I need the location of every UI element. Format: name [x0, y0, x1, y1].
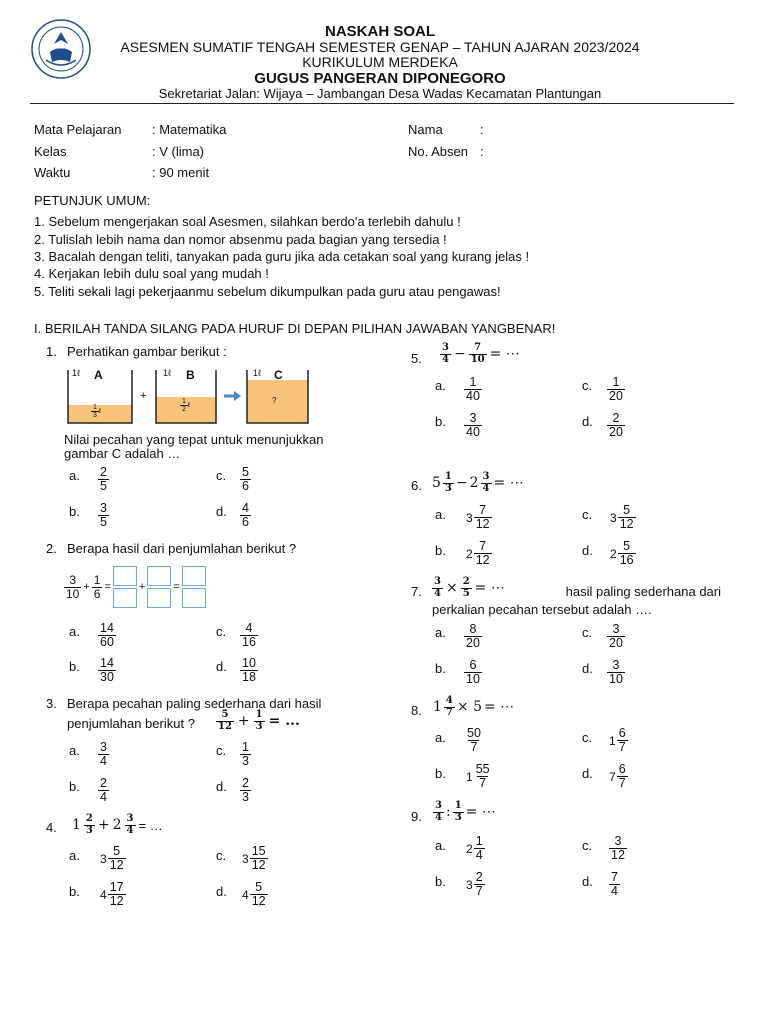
q9-option-c-label[interactable]: c.	[582, 838, 593, 853]
q1-body-line1: Nilai pecahan yang tepat untuk menunjukkan	[64, 432, 324, 447]
q1-option-c[interactable]: $\frac{5}{6}$	[242, 465, 249, 494]
q2-option-d-label[interactable]: d.	[216, 659, 227, 674]
q9-option-a-label[interactable]: a.	[435, 838, 446, 853]
q2-option-c[interactable]: $\frac{4}{16}$	[242, 621, 256, 650]
q1-fill-b: $\frac{1}{2}$ ℓ	[182, 398, 191, 414]
q7-text-line2: perkalian pecahan tersebut adalah ….	[432, 602, 652, 617]
q6-option-d[interactable]: 2 $\frac{5}{16}$	[610, 539, 634, 568]
q7-option-b-label[interactable]: b.	[435, 661, 446, 676]
section-heading: I. BERILAH TANDA SILANG PADA HURUF DI DEPAN PILIHAN JAWABAN YANGBENAR!	[34, 321, 556, 336]
q3-option-c-label[interactable]: c.	[216, 743, 227, 758]
q3-option-a-label[interactable]: a.	[69, 743, 80, 758]
q1-liter-b: 1ℓ	[163, 368, 171, 378]
doc-subtitle: ASESMEN SUMATIF TENGAH SEMESTER GENAP – TAHUN AJARAN 2023/2024	[120, 39, 640, 55]
time-label: Waktu	[34, 165, 71, 180]
q4-option-c-label[interactable]: c.	[216, 848, 227, 863]
q2-option-d[interactable]: $\frac{10}{18}$	[242, 656, 256, 685]
doc-title: NASKAH SOAL	[324, 23, 435, 40]
q1-container-c: C	[274, 368, 283, 382]
q8-option-d[interactable]: 7 $\frac{6}{7}$	[609, 762, 626, 791]
q1-liter-c: 1ℓ	[253, 368, 261, 378]
q2-number: 2.	[46, 541, 57, 556]
subject-value: : Matematika	[152, 122, 227, 137]
q3-expression: $\frac{5}{12}$ + $\frac{1}{3}$ = ...	[218, 709, 300, 732]
q3-number: 3.	[46, 696, 57, 711]
q2-text: Berapa hasil dari penjumlahan berikut ?	[67, 541, 297, 556]
q2-option-a-label[interactable]: a.	[69, 624, 80, 639]
q5-option-b[interactable]: $\frac{3}{40}$	[466, 411, 480, 440]
q3-option-b[interactable]: $\frac{2}{4}$	[100, 776, 107, 805]
q9-expression: $\frac{3}{4}$ : $\frac{1}{3}$ = ⋯	[435, 800, 496, 823]
absen-label: No. Absen	[408, 144, 468, 159]
name-label: Nama	[408, 122, 443, 137]
q1-text: Perhatikan gambar berikut :	[67, 344, 227, 359]
q5-number: 5.	[411, 351, 422, 366]
q9-option-c[interactable]: $\frac{3}{12}$	[611, 834, 625, 863]
q5-option-d-label[interactable]: d.	[582, 414, 593, 429]
q1-option-a-label[interactable]: a.	[69, 468, 80, 483]
q6-option-c-label[interactable]: c.	[582, 507, 593, 522]
q4-option-c[interactable]: 3 $\frac{15}{12}$	[242, 844, 266, 873]
q3-text-line2: penjumlahan berikut ?	[67, 716, 195, 731]
q1-option-b[interactable]: $\frac{3}{5}$	[100, 501, 107, 530]
class-label: Kelas	[34, 144, 67, 159]
q5-option-c-label[interactable]: c.	[582, 378, 593, 393]
q4-option-a[interactable]: 3 $\frac{5}{12}$	[100, 844, 124, 873]
q4-expression: 1 $\frac{2}{3}$ + 2 $\frac{3}{4}$ = …	[72, 813, 163, 836]
q7-option-c-label[interactable]: c.	[582, 625, 593, 640]
q6-option-d-label[interactable]: d.	[582, 543, 593, 558]
q1-fill-a: $\frac{1}{3}$ ℓ	[93, 404, 102, 420]
q7-text-line1: hasil paling sederhana dari	[565, 584, 721, 599]
q4-option-a-label[interactable]: a.	[69, 848, 80, 863]
q5-option-b-label[interactable]: b.	[435, 414, 446, 429]
q1-question-mark: ?	[272, 396, 277, 405]
secretariat-address: Sekretariat Jalan: Wijaya – Jambangan Desa Wadas Kecamatan Plantungan	[158, 86, 602, 101]
q5-option-a-label[interactable]: a.	[435, 378, 446, 393]
q9-option-d[interactable]: $\frac{7}{4}$	[611, 870, 618, 899]
q7-option-a-label[interactable]: a.	[435, 625, 446, 640]
q8-number: 8.	[411, 703, 422, 718]
q9-number: 9.	[411, 809, 422, 824]
q8-option-c[interactable]: 1 $\frac{6}{7}$	[609, 726, 626, 755]
q4-option-b-label[interactable]: b.	[69, 884, 80, 899]
q7-expression: $\frac{3}{4}$ × $\frac{2}{5}$ = ⋯	[434, 576, 505, 599]
q7-option-d[interactable]: $\frac{3}{10}$	[609, 658, 623, 687]
q8-option-c-label[interactable]: c.	[582, 730, 593, 745]
q2-expression: $\frac{3}{10}$ + $\frac{1}{6}$ = + =	[64, 566, 206, 608]
q8-expression: 1 $\frac{4}{7}$ × 5 = ⋯	[433, 695, 515, 718]
q9-option-d-label[interactable]: d.	[582, 874, 593, 889]
q3-option-d[interactable]: $\frac{2}{3}$	[242, 776, 249, 805]
q2-option-b-label[interactable]: b.	[69, 659, 80, 674]
subject-label: Mata Pelajaran	[34, 122, 122, 137]
q5-option-d[interactable]: $\frac{2}{20}$	[609, 411, 623, 440]
q6-expression: 5 $\frac{1}{3}$ − 2 $\frac{3}{4}$ = ⋯	[432, 471, 524, 494]
q6-option-c[interactable]: 3 $\frac{5}{12}$	[610, 503, 634, 532]
q1-option-b-label[interactable]: b.	[69, 504, 80, 519]
q1-number: 1.	[46, 344, 57, 359]
q2-option-b[interactable]: $\frac{14}{30}$	[100, 656, 114, 685]
q4-option-b[interactable]: 4 $\frac{17}{12}$	[100, 880, 124, 909]
q1-container-b: B	[186, 368, 195, 382]
q1-option-d-label[interactable]: d.	[216, 504, 227, 519]
q4-number: 4.	[46, 820, 57, 835]
q7-option-d-label[interactable]: d.	[582, 661, 593, 676]
instruction-item: 5. Teliti sekali lagi pekerjaanmu sebelum dikumpulkan pada guru atau pengawas!	[34, 284, 501, 299]
q1-plus: +	[140, 390, 147, 402]
q6-option-b[interactable]: 2 $\frac{7}{12}$	[466, 539, 490, 568]
q9-option-b-label[interactable]: b.	[435, 874, 446, 889]
curriculum: KURIKULUM MERDEKA	[302, 54, 458, 70]
q3-option-c[interactable]: $\frac{1}{3}$	[242, 740, 249, 769]
q1-container-a: A	[94, 368, 103, 382]
q1-option-a[interactable]: $\frac{2}{5}$	[100, 465, 107, 494]
q9-option-a[interactable]: 2 $\frac{1}{4}$	[466, 834, 483, 863]
class-value: : V (lima)	[152, 144, 204, 159]
q1-option-c-label[interactable]: c.	[216, 468, 227, 483]
q2-option-a[interactable]: $\frac{14}{60}$	[100, 621, 114, 650]
q3-option-d-label[interactable]: d.	[216, 779, 227, 794]
q6-number: 6.	[411, 478, 422, 493]
instruction-item: 4. Kerjakan lebih dulu soal yang mudah !	[34, 266, 269, 281]
name-value: :	[480, 122, 484, 137]
q7-option-b[interactable]: $\frac{6}{10}$	[466, 658, 480, 687]
q4-option-d-label[interactable]: d.	[216, 884, 227, 899]
instructions-title: PETUNJUK UMUM:	[34, 193, 151, 208]
q4-option-d[interactable]: 4 $\frac{5}{12}$	[242, 880, 266, 909]
q3-option-a[interactable]: $\frac{3}{4}$	[100, 740, 107, 769]
q6-option-a-label[interactable]: a.	[435, 507, 446, 522]
school-logo-icon	[30, 18, 92, 80]
q7-option-a[interactable]: $\frac{8}{20}$	[466, 622, 480, 651]
q7-number: 7.	[411, 584, 422, 599]
q2-option-c-label[interactable]: c.	[216, 624, 227, 639]
absen-value: :	[480, 144, 484, 159]
q8-option-b[interactable]: 1 $\frac{55}{7}$	[466, 762, 490, 791]
q5-option-c[interactable]: $\frac{1}{20}$	[609, 375, 623, 404]
q1-body-line2: gambar C adalah …	[64, 446, 181, 461]
q1-option-d[interactable]: $\frac{4}{6}$	[242, 501, 249, 530]
q6-option-a[interactable]: 3 $\frac{7}{12}$	[466, 503, 490, 532]
q9-option-b[interactable]: 3 $\frac{2}{7}$	[466, 870, 483, 899]
instruction-item: 1. Sebelum mengerjakan soal Asesmen, silahkan berdo'a terlebih dahulu !	[34, 214, 461, 229]
instruction-item: 3. Bacalah dengan teliti, tanyakan pada guru jika ada cetakan soal yang kurang jelas !	[34, 249, 530, 264]
q8-option-a[interactable]: $\frac{50}{7}$	[467, 726, 481, 755]
q3-text-line1: Berapa pecahan paling sederhana dari hasil	[67, 696, 322, 711]
q5-option-a[interactable]: $\frac{1}{40}$	[466, 375, 480, 404]
cluster-name: GUGUS PANGERAN DIPONEGORO	[254, 70, 506, 87]
header-divider	[30, 103, 734, 104]
q3-option-b-label[interactable]: b.	[69, 779, 80, 794]
q7-option-c[interactable]: $\frac{3}{20}$	[609, 622, 623, 651]
time-value: : 90 menit	[152, 165, 210, 180]
q8-option-b-label[interactable]: b.	[435, 766, 446, 781]
q6-option-b-label[interactable]: b.	[435, 543, 446, 558]
q8-option-a-label[interactable]: a.	[435, 730, 446, 745]
q8-option-d-label[interactable]: d.	[582, 766, 593, 781]
instruction-item: 2. Tulislah lebih nama dan nomor absenmu pada bagian yang tersedia !	[34, 232, 447, 247]
q5-expression: $\frac{3}{4}$ − $\frac{7}{10}$ = ⋯	[442, 342, 520, 365]
q1-liter-a: 1ℓ	[72, 368, 80, 378]
